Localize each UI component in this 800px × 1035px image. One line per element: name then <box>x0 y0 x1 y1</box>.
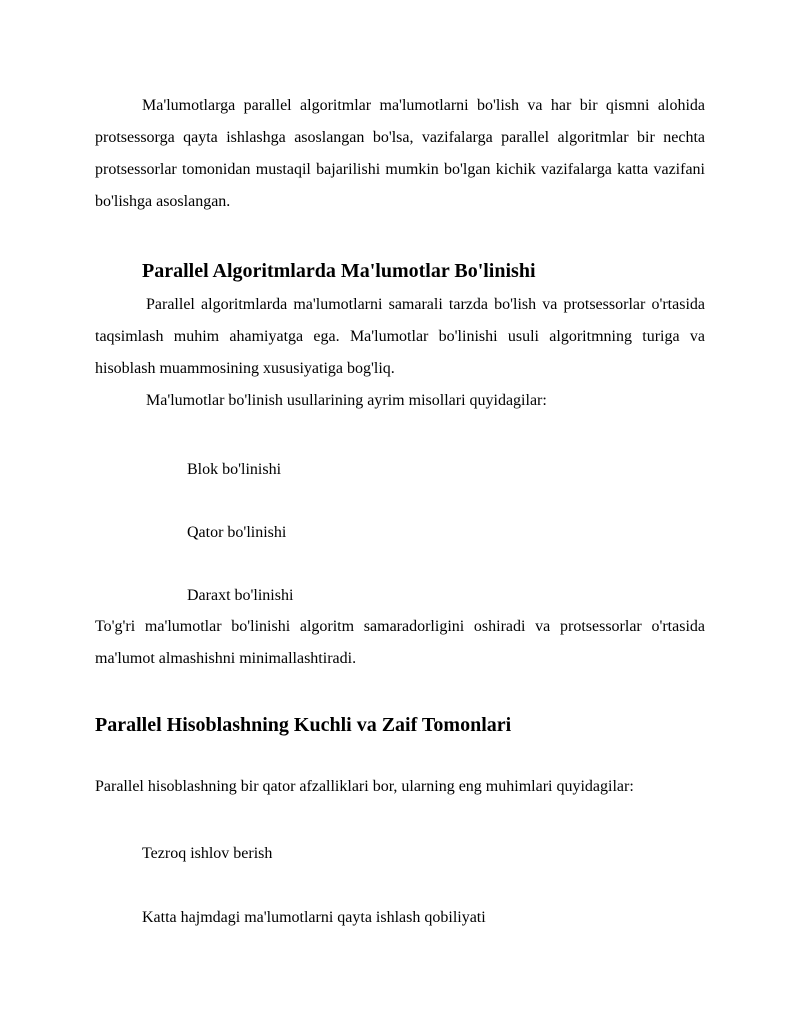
data-partition-paragraph: Parallel algoritmlarda ma'lumotlarni samarali tarzda bo'lish va protsessorlar o'rtasida taqsimlash muhim ahamiyatga ega. Ma'lumotlar bo'linishi usuli algoritmning turiga va hisoblash muammosining xususiyatiga bog'liq. <box>95 296 705 377</box>
list-item: Qator bo'linishi <box>187 524 287 541</box>
section-heading-strengths-weaknesses: Parallel Hisoblashning Kuchli va Zaif Tomonlari <box>95 714 512 736</box>
list-item: Blok bo'linishi <box>187 461 282 478</box>
section-heading-data-partition: Parallel Algoritmlarda Ma'lumotlar Bo'linishi <box>142 260 536 282</box>
list-item: Tezroq ishlov berish <box>142 845 273 862</box>
list-item: Daraxt bo'linishi <box>187 587 294 604</box>
partition-methods-list <box>95 459 705 607</box>
intro-paragraph: Ma'lumotlarga parallel algoritmlar ma'lumotlarni bo'lish va har bir qismni alohida protsessorga qayta ishlashga asoslangan bo'lsa, vazifalarga parallel algoritmlar bir nechta protsessorlar tomonidan mustaqil bajarilishi mumkin bo'lgan kichik vazifalarga katta vazifani bo'lishga asoslangan. <box>95 97 705 210</box>
document-body <box>95 90 705 929</box>
advantages-list <box>95 843 705 929</box>
list-item: Katta hajmdagi ma'lumotlarni qayta ishlash qobiliyati <box>142 909 486 926</box>
advantages-intro-paragraph: Parallel hisoblashning bir qator afzalliklari bor, ularning eng muhimlari quyidagilar: <box>95 778 634 795</box>
partition-examples-intro: Ma'lumotlar bo'linish usullarining ayrim misollari quyidagilar: <box>146 392 547 409</box>
partition-conclusion-paragraph: To'g'ri ma'lumotlar bo'linishi algoritm samaradorligini oshiradi va protsessorlar o'rtasida ma'lumot almashishni minimallashtiradi. <box>95 618 705 667</box>
